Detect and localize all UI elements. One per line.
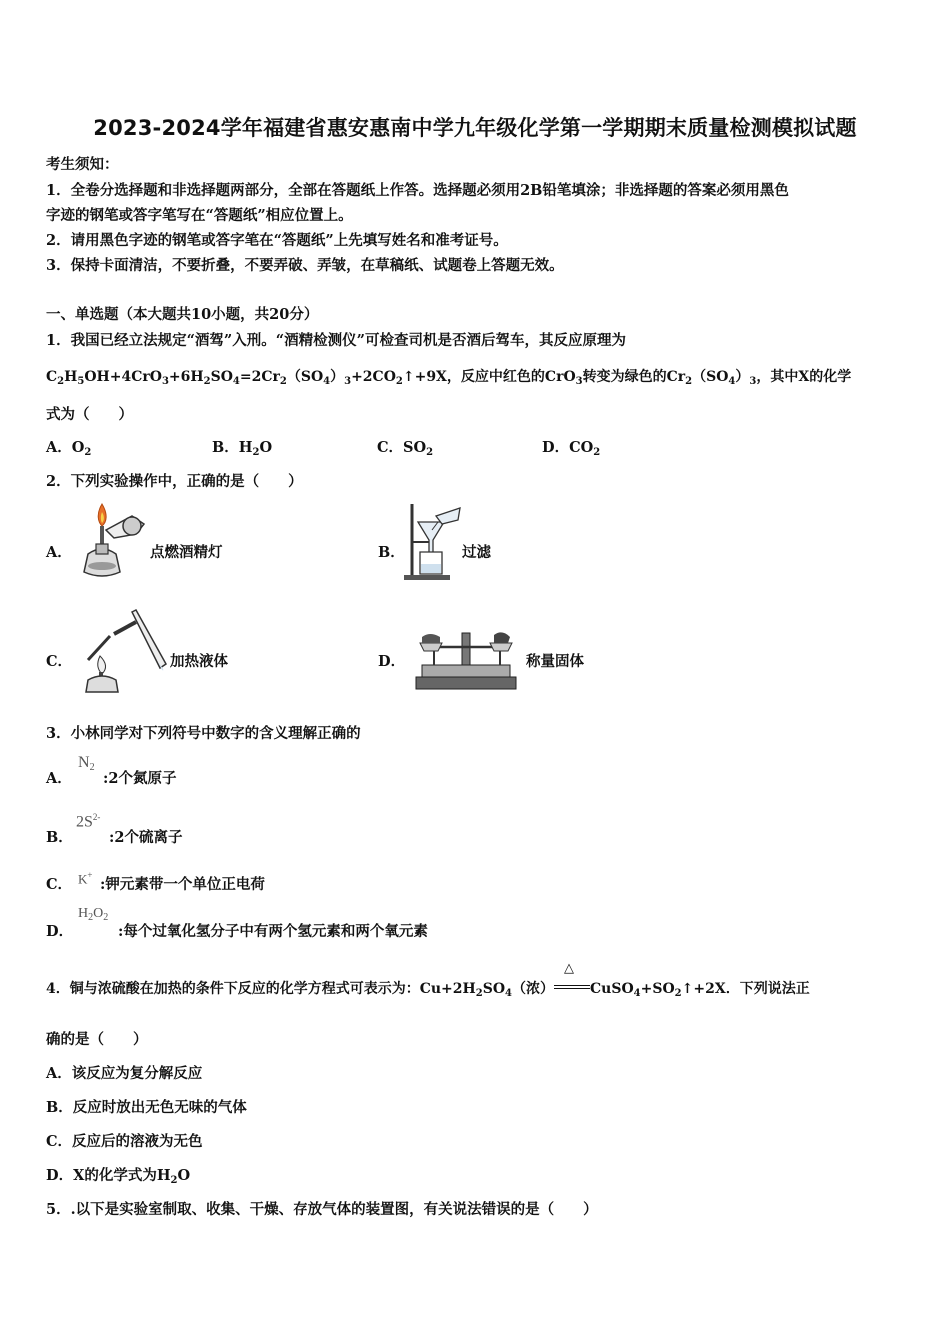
question-4-option-d: D．X的化学式为$H_2O$ (46, 1167, 191, 1186)
question-3-option-b-letter: B． (46, 829, 73, 846)
question-3-option-d-text: :每个过氧化氢分子中有两个氢元素和两个氧元素 (118, 923, 428, 940)
question-5-stem: 5．.以下是实验室制取、收集、干燥、存放气体的装置图，有关说法错误的是（ ） (46, 1201, 598, 1218)
question-2-option-b-label: 过滤 (462, 544, 491, 561)
question-4-stem-end: 确的是（ ） (46, 1031, 148, 1048)
page-title: 2023-2024学年福建省惠安惠南中学九年级化学第一学期期末质量检测模拟试题 (93, 116, 857, 140)
question-3-option-d-letter: D． (46, 923, 74, 940)
question-1-option-d: D．$CO_2$ (542, 439, 601, 458)
notice-item: 字迹的钢笔或答字笔写在“答题纸”相应位置上。 (46, 207, 353, 224)
alcohol-lamp-lighting-figure (74, 500, 150, 580)
question-1-option-a: A．$O_2$ (46, 439, 92, 458)
notice-item: 1．全卷分选择题和非选择题两部分，全部在答题纸上作答。选择题必须用2B铅笔填涂；非选择题的答案必须用黑色 (46, 182, 789, 199)
question-2-stem: 2．下列实验操作中，正确的是（ ） (46, 473, 303, 490)
heating-liquid-figure (74, 608, 172, 696)
question-2-option-b-letter: B． (378, 544, 405, 561)
delta-symbol: △ (564, 961, 575, 976)
question-2-option-a-label: 点燃酒精灯 (150, 544, 223, 561)
question-4-option: C．反应后的溶液为无色 (46, 1133, 203, 1150)
question-2-option-c-letter: C． (46, 653, 73, 670)
question-1-stem-end: 式为（ ） (46, 406, 133, 423)
question-3-option-c-text: :钾元素带一个单位正电荷 (100, 876, 265, 893)
balance-weighing-figure (412, 625, 520, 693)
question-2-option-d-label: 称量固体 (526, 653, 584, 670)
question-1-option-c: C．$SO_2$ (377, 439, 434, 458)
question-3-option-c-letter: C． (46, 876, 73, 893)
question-1-stem: 1．我国已经立法规定“酒驾”入刑。“酒精检测仪”可检查司机是否酒后驾车，其反应原理为 (46, 332, 626, 349)
notice-item: 3．保持卡面清洁，不要折叠，不要弄破、弄皱，在草稿纸、试题卷上答题无效。 (46, 257, 564, 274)
question-3-stem: 3．小林同学对下列符号中数字的含义理解正确的 (46, 725, 361, 742)
notice-heading: 考生须知： (46, 156, 119, 173)
question-2-option-a-letter: A． (46, 544, 72, 561)
section-heading: 一、单选题（本大题共10小题，共20分） (46, 306, 319, 323)
symbol-kplus: K+ (78, 870, 93, 887)
question-4-option: A．该反应为复分解反应 (46, 1065, 203, 1082)
question-1-equation: $C_2H_5OH+4CrO_3+6H_2SO_4=2Cr_2(SO_4)_3+2CO_2↑+9X$，反应中红色的CrO$_3$转变为绿色的$Cr_2(SO_4)_3$，其中X的化学 (46, 369, 852, 387)
question-4-option: B．反应时放出无色无味的气体 (46, 1099, 247, 1116)
question-3-option-a-text: :2个氮原子 (103, 770, 177, 787)
question-1-option-b: B．$H_2O$ (212, 439, 273, 458)
question-3-option-b-text: :2个硫离子 (109, 829, 183, 846)
symbol-n2: $N_2$ (78, 754, 95, 773)
filtration-figure (402, 502, 464, 582)
symbol-h2o2: $H_2O_2$ (78, 906, 109, 923)
question-4-stem: 4．铜与浓硫酸在加热的条件下反应的化学方程式可表示为：$Cu+2H_2SO_4$（浓） △ $CuSO_4+SO_2↑+2X$．下列说法正 (46, 961, 810, 999)
question-2-option-d-letter: D． (378, 653, 406, 670)
notice-item: 2．请用黑色字迹的钢笔或答字笔在“答题纸”上先填写姓名和准考证号。 (46, 232, 508, 249)
heating-condition-mark (554, 961, 590, 993)
question-2-option-c-label: 加热液体 (170, 653, 228, 670)
symbol-2s2minus: $2S^{2-}$ (76, 812, 101, 831)
question-3-option-a-letter: A． (46, 770, 72, 787)
